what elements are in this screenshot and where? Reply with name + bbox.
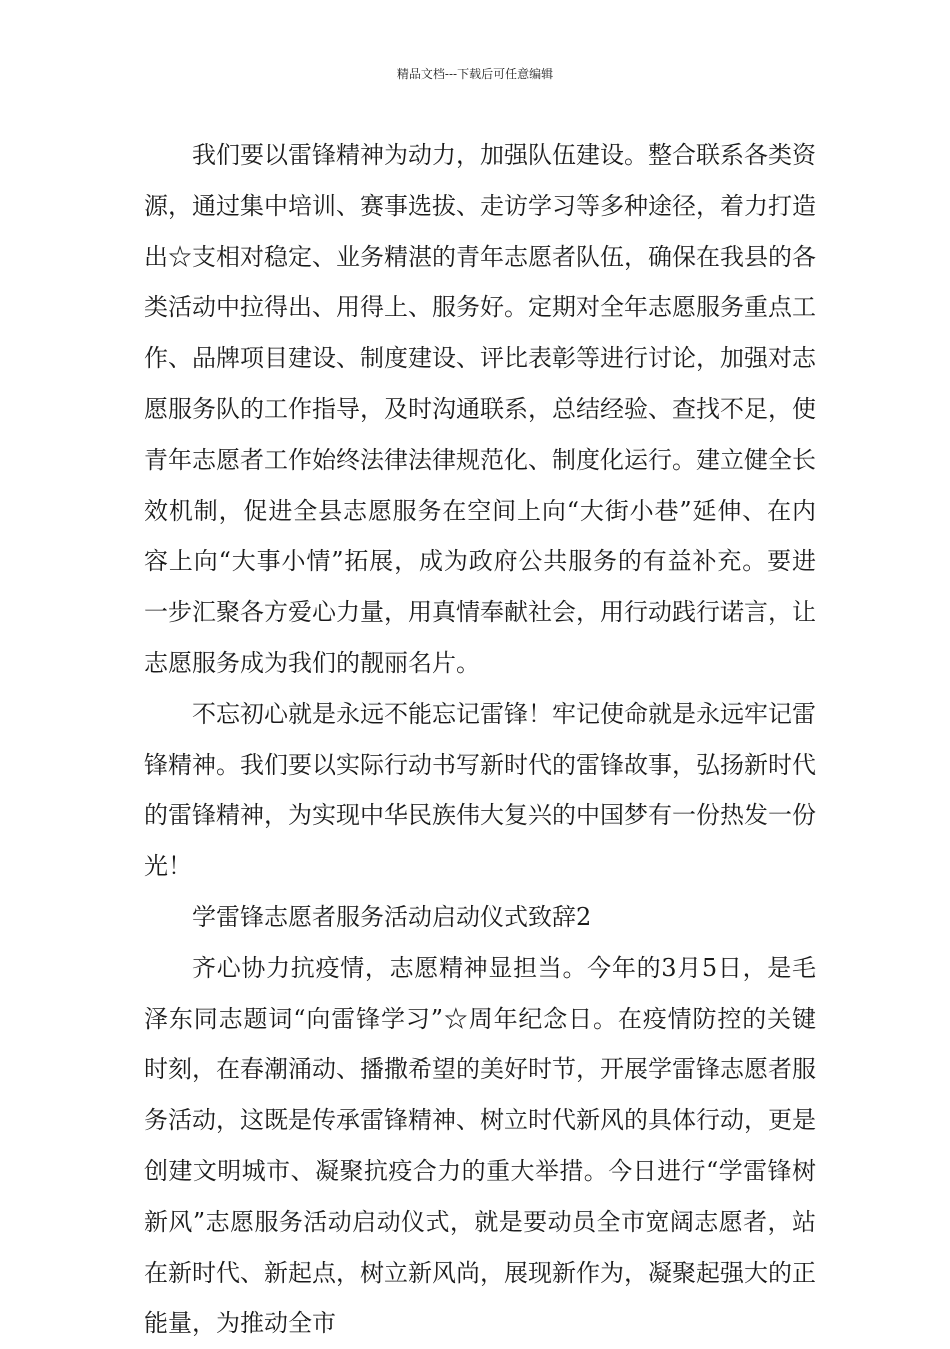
section-title: 学雷锋志愿者服务活动启动仪式致辞2 [192,902,592,931]
paragraph: 不忘初心就是永远不能忘记雷锋！牢记使命就是永远牢记雷锋精神。我们要以实际行动书写新时代的雷锋故事，弘扬新时代的雷锋精神，为实现中华民族伟大复兴的中国梦有一份热发一份光！ [144,699,816,881]
paragraph: 我们要以雷锋精神为动力，加强队伍建设。整合联系各类资源，通过集中培训、赛事选拔、走访学习等多种途径，着力打造出☆支相对稳定、业务精湛的青年志愿者队伍，确保在我县的各类活动中拉得出、用得上、服务好。定期对全年志愿服务重点工作、品牌项目建设、制度建设、评比表彰等进行讨论，加强对志愿服务队的工作指导，及时沟通联系，总结经验、查找不足，使青年志愿者工作始终法律法律规范化、制度化运行。建立健全长效机制，促进全县志愿服务在空间上向“大街小巷”延伸、在内容上向“大事小情”拓展，成为政府公共服务的有益补充。要进一步汇聚各方爱心力量，用真情奉献社会，用行动践行诺言，让志愿服务成为我们的靓丽名片。 [144,141,816,677]
paragraph: 齐心协力抗疫情，志愿精神显担当。今年的3月5日，是毛泽东同志题词“向雷锋学习”☆周年纪念日。在疫情防控的关键时刻，在春潮涌动、播撒希望的美好时节，开展学雷锋志愿者服务活动，这既是传承雷锋精神、树立时代新风的具体行动，更是创建文明城市、凝聚抗疫合力的重大举措。今日进行“学雷锋树新风”志愿服务活动启动仪式，就是要动员全市宽阔志愿者，站在新时代、新起点，树立新风尚，展现新作为，凝聚起强大的正能量，为推动全市 [144,953,816,1338]
document-body [144,130,816,1349]
page-header: 精品文档---下载后可任意编辑 [396,67,554,81]
